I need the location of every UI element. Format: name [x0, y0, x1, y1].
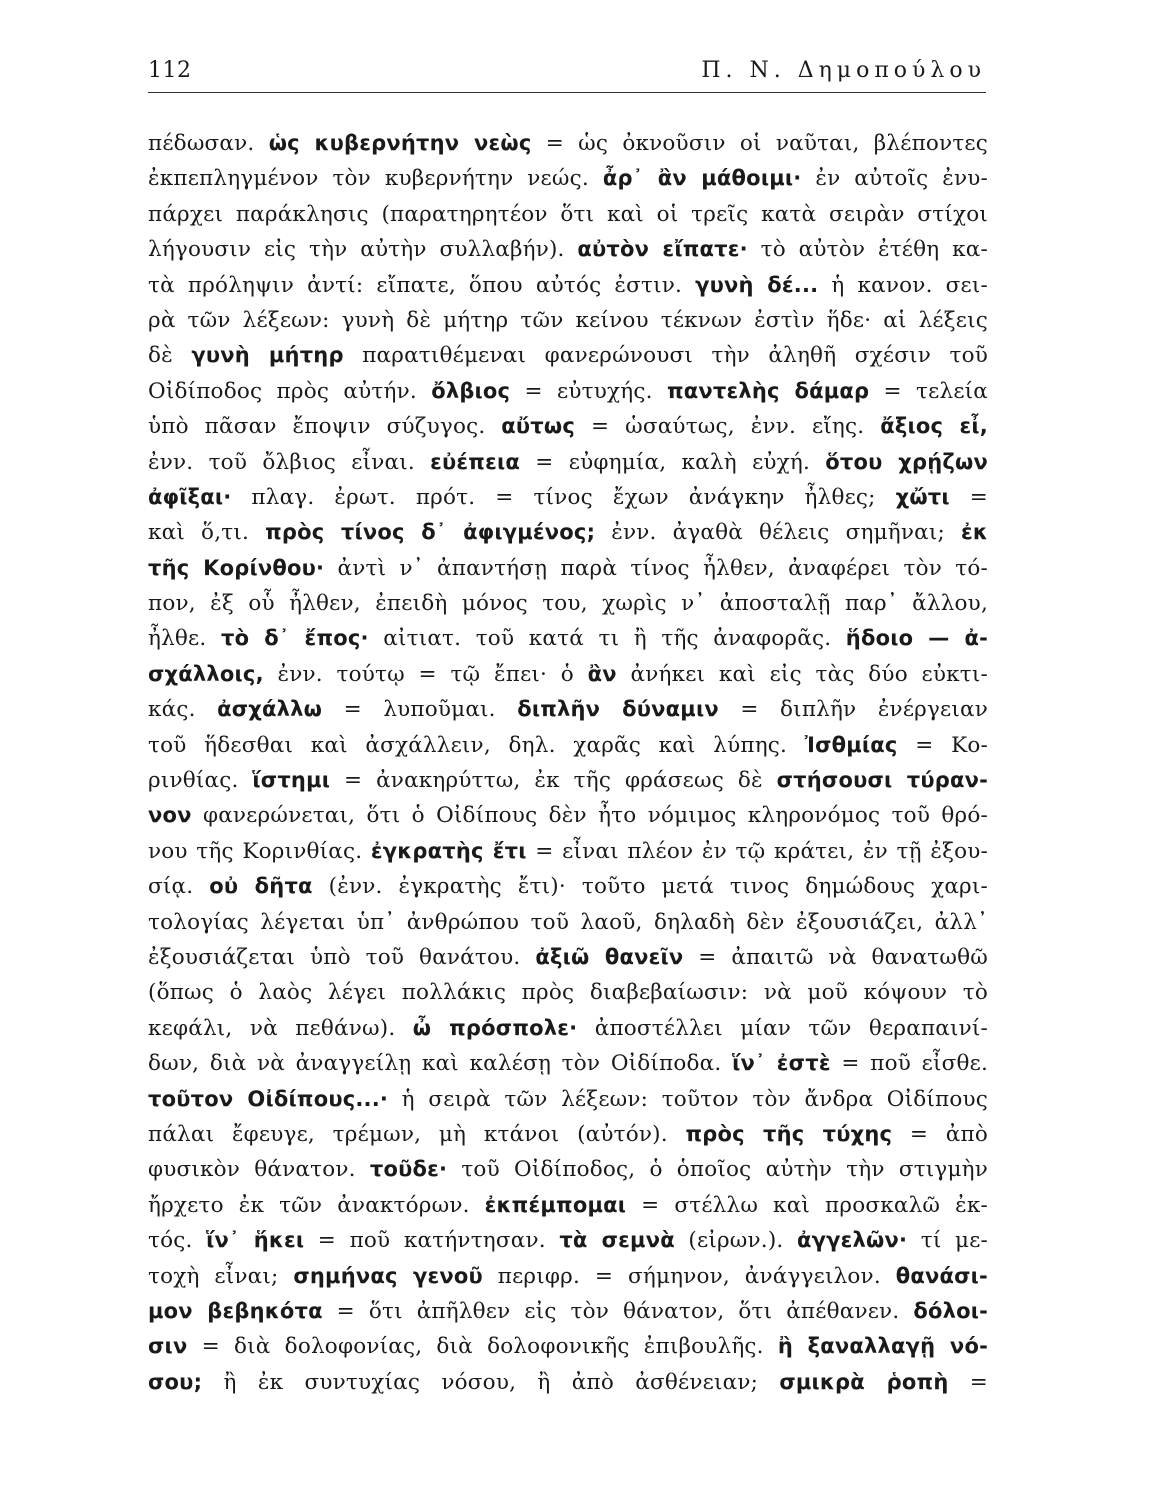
gloss-text: ἐνν. τοῦ ὄλβιος εἶναι.	[148, 449, 431, 475]
gloss-text: (ὅπως ὁ λαὸς λέγει πολλάκις πρὸς διαβεβαίωσιν: νὰ μοῦ κόψουν τὸ	[148, 980, 988, 1006]
lemma-headword: ἀξιῶ θανεῖν	[535, 944, 684, 969]
lemma-headword: μον βεβηκότα	[148, 1298, 323, 1323]
gloss-text: = ἀνακηρύττω, ἐκ τῆς φράσεως δὲ	[330, 768, 777, 794]
text-line	[148, 515, 988, 550]
text-line	[148, 1188, 988, 1223]
lemma-headword: ἄξιος εἶ,	[880, 414, 988, 439]
gloss-text: Οἰδίποδος πρὸς αὐτήν.	[148, 378, 432, 404]
text-line	[148, 303, 988, 338]
lemma-headword: σμικρὰ ῥοπὴ	[779, 1369, 949, 1394]
gloss-text: αἰτιατ. τοῦ κατά τι ἢ τῆς ἀναφορᾶς.	[368, 626, 846, 652]
gloss-text: (εἰρων.).	[674, 1228, 798, 1254]
text-line	[148, 268, 988, 303]
gloss-text: ἐνν. ἀγαθὰ θέλεις σημῆναι;	[595, 520, 961, 546]
lemma-headword: νον	[148, 803, 192, 828]
gloss-text: ἦλθε.	[148, 626, 221, 652]
lemma-headword: στήσουσι τύραν-	[776, 768, 988, 793]
gloss-text: τός.	[148, 1228, 207, 1254]
text-line	[148, 692, 988, 727]
text-line	[148, 551, 988, 586]
lemma-headword: ὦ πρόσπολε·	[412, 1015, 578, 1040]
gloss-text: ἢ ἐκ συντυχίας νόσου, ἢ ἀπὸ ἀσθένειαν;	[202, 1369, 780, 1395]
gloss-text: πον, ἐξ οὗ ἦλθεν, ἐπειδὴ μόνος του, χωρὶς ν᾿ ἀποσταλῇ παρ᾿ ἄλλου,	[148, 591, 988, 617]
text-line	[148, 1259, 988, 1294]
text-line	[148, 161, 988, 196]
gloss-text: σίᾳ.	[148, 874, 210, 900]
lemma-headword: ἵν᾿ ἐστὲ	[732, 1051, 831, 1076]
gloss-text: ἐν αὐτοῖς ἐνυ-	[801, 166, 988, 192]
gloss-text: (ἐνν. ἐγκρατὴς ἔτι)· τοῦτο μετά τινος δημώδους χαρι-	[312, 874, 988, 900]
text-line	[148, 1294, 988, 1329]
gloss-text: = διὰ δολοφονίας, διὰ δολοφονικῆς ἐπιβουλῆς.	[187, 1334, 778, 1360]
gloss-text: = λυποῦμαι.	[322, 697, 518, 723]
gloss-text: ρινθίας.	[148, 768, 253, 794]
lemma-headword: ἀσχάλλω	[217, 697, 323, 722]
lemma-headword: ἆρ᾿ ἂν μάθοιμι·	[602, 166, 802, 191]
lemma-headword: σου;	[148, 1369, 203, 1394]
gloss-text: τολογίας λέγεται ὑπ᾿ ἀνθρώπου τοῦ λαοῦ, δηλαδὴ δὲν ἐξουσιάζει, ἀλλ᾿	[148, 909, 988, 935]
text-line	[148, 1082, 988, 1117]
text-line	[148, 197, 988, 232]
lemma-headword: ἀφῖξαι·	[148, 484, 232, 509]
text-line	[148, 763, 988, 798]
gloss-text: ἡ σειρὰ τῶν λέξεων: τοῦτον τὸν ἄνδρα Οἰδίπους	[388, 1086, 988, 1112]
lemma-headword: σημήνας γενοῦ	[293, 1263, 483, 1288]
page-number: 112	[148, 58, 192, 83]
text-line	[148, 621, 988, 656]
gloss-text: πλαγ. ἐρωτ. πρότ. = τίνος ἔχων ἀνάγκην ἦλθες;	[231, 484, 896, 510]
lemma-headword: ἐγκρατὴς ἔτι	[370, 838, 527, 863]
text-line	[148, 905, 988, 940]
lemma-headword: Ἰσθμίας	[804, 732, 898, 757]
gloss-text: πέδωσαν.	[148, 131, 269, 156]
gloss-text: ἐνν. τούτῳ = τῷ ἔπει· ὁ	[263, 661, 588, 687]
text-line	[148, 409, 988, 444]
lemma-headword: σιν	[148, 1334, 188, 1359]
lemma-headword: δόλοι-	[913, 1298, 988, 1323]
text-line	[148, 975, 988, 1010]
text-line	[148, 1223, 988, 1258]
lemma-headword: ἂν	[587, 661, 617, 686]
gloss-text: καὶ ὅ,τι.	[148, 520, 266, 546]
gloss-text: ἀποστέλλει μίαν τῶν θεραπαινί-	[577, 1015, 988, 1041]
lemma-headword: χὤτι	[895, 484, 950, 509]
gloss-text: τὸ αὐτὸν ἐτέθη κα-	[747, 237, 988, 263]
gloss-text: ἤρχετο ἐκ τῶν ἀνακτόρων.	[148, 1192, 485, 1218]
gloss-text: = τελεία	[869, 378, 988, 404]
gloss-text: ἀνήκει καὶ εἰς τὰς δύο εὐκτι-	[616, 661, 988, 687]
gloss-text: παρατιθέμεναι φανερώνουσι τὴν ἀληθῆ σχέσιν τοῦ	[343, 343, 988, 369]
gloss-text: ρὰ τῶν λέξεων: γυνὴ δὲ μήτηρ τῶν κείνου τέκνων ἐστὶν ἥδε· αἱ λέξεις	[148, 307, 988, 333]
gloss-text: τοῦ ἥδεσθαι καὶ ἀσχάλλειν, δηλ. χαρᾶς καὶ λύπης.	[148, 732, 805, 758]
gloss-text: = εἶναι πλέον ἐν τῷ κράτει, ἐν τῇ ἐξου-	[526, 838, 988, 864]
text-line	[148, 834, 988, 869]
gloss-text: = ὡς ὀκνοῦσιν οἱ ναῦται, βλέποντες	[531, 131, 988, 156]
text-line	[148, 798, 988, 833]
gloss-text: κεφάλι, νὰ πεθάνω).	[148, 1015, 413, 1041]
gloss-text: ἐξουσιάζεται ὑπὸ τοῦ θανάτου.	[148, 944, 536, 970]
gloss-text: ὑπὸ πᾶσαν ἔποψιν σύζυγος.	[148, 414, 502, 440]
gloss-text: ἐκπεπληγμένον τὸν κυβερνήτην νεώς.	[148, 166, 603, 192]
lemma-headword: τὰ σεμνὰ	[559, 1228, 675, 1253]
gloss-text: πάλαι ἔφευγε, τρέμων, μὴ κτάνοι (αὐτόν).	[148, 1121, 686, 1147]
text-line	[148, 374, 988, 409]
gloss-text: δὲ	[148, 343, 192, 369]
lemma-headword: παντελὴς δάμαρ	[666, 378, 870, 403]
gloss-text: λήγουσιν εἰς τὴν αὐτὴν συλλαβήν).	[148, 237, 578, 263]
text-line	[148, 1117, 988, 1152]
lemma-headword: ἐκπέμπομαι	[484, 1192, 627, 1217]
gloss-text: δων, διὰ νὰ ἀναγγείλῃ καὶ καλέσῃ τὸν Οἰδίποδα.	[148, 1051, 733, 1077]
gloss-text: περιφρ. = σήμηνον, ἀνάγγειλον.	[482, 1263, 896, 1289]
text-line	[148, 657, 988, 692]
gloss-text: = διπλῆν ἐνέργειαν	[718, 697, 988, 723]
gloss-text: = Κο-	[897, 732, 988, 758]
lemma-headword: ὅτου χρῄζων	[825, 449, 988, 474]
text-line	[148, 126, 988, 161]
gloss-text: = ποῦ εἶσθε.	[830, 1051, 988, 1077]
gloss-text: τὰ πρόληψιν ἀντί: εἴπατε, ὅπου αὐτός ἐστιν.	[148, 272, 696, 298]
gloss-text: τί με-	[907, 1228, 988, 1254]
gloss-text: = στέλλω καὶ προσκαλῶ ἐκ-	[626, 1192, 988, 1218]
lemma-headword: τῆς Κορίνθου·	[148, 555, 325, 580]
gloss-text: = ποῦ κατήντησαν.	[304, 1228, 560, 1254]
lemma-headword: ἀγγελῶν·	[797, 1228, 908, 1253]
text-line	[148, 940, 988, 975]
gloss-text: τοῦ Οἰδίποδος, ὁ ὁποῖος αὐτὴν τὴν στιγμὴν	[447, 1157, 988, 1183]
text-line	[148, 480, 988, 515]
gloss-text: φυσικὸν θάνατον.	[148, 1157, 370, 1183]
lemma-headword: γυνὴ μήτηρ	[191, 343, 344, 368]
lemma-headword: ἥδοιο — ἀ-	[845, 626, 988, 651]
lemma-headword: ἢ ξαναλλαγῇ νό-	[777, 1334, 988, 1359]
lemma-headword: αὐτὸν εἴπατε·	[577, 237, 748, 262]
gloss-text: = εὐτυχής.	[510, 378, 667, 404]
lemma-headword: ὡς κυβερνήτην νεὼς	[268, 131, 532, 155]
page-header	[148, 58, 986, 93]
text-line	[148, 1152, 988, 1187]
text-line	[148, 338, 988, 373]
gloss-text: νου τῆς Κορινθίας.	[148, 838, 371, 864]
gloss-text: κάς.	[148, 697, 218, 723]
gloss-text: ἀντὶ ν᾿ ἀπαντήσῃ παρὰ τίνος ἦλθεν, ἀναφέρει τὸν τό-	[324, 555, 988, 581]
body-text	[148, 126, 988, 1400]
running-head: Π. Ν. Δημοπούλου	[701, 58, 986, 83]
lemma-headword: γυνὴ δέ...	[695, 272, 819, 297]
gloss-text: ἡ κανον. σει-	[818, 272, 988, 298]
lemma-headword: θανάσι-	[895, 1263, 988, 1288]
text-line	[148, 1365, 988, 1400]
gloss-text: τοχὴ εἶναι;	[148, 1263, 294, 1289]
text-line	[148, 1329, 988, 1364]
lemma-headword: τοῦτον Οἰδίπους...·	[148, 1086, 389, 1111]
lemma-headword: ἵν᾿ ἥκει	[206, 1228, 305, 1253]
gloss-text: =	[949, 484, 988, 510]
lemma-headword: τοῦδε·	[369, 1157, 448, 1182]
gloss-text: φανερώνεται, ὅτι ὁ Οἰδίπους δὲν ἦτο νόμιμος κληρονόμος τοῦ θρό-	[191, 803, 988, 829]
lemma-headword: ὄλβιος	[431, 378, 511, 403]
text-line	[148, 445, 988, 480]
text-line	[148, 1011, 988, 1046]
gloss-text: = ὡσαύτως, ἐνν. εἴης.	[575, 414, 881, 440]
lemma-headword: ἐκ	[960, 520, 988, 545]
gloss-text: πάρχει παράκλησις (παρατηρητέον ὅτι καὶ οἱ τρεῖς κατὰ σειρὰν στίχοι	[148, 201, 988, 227]
gloss-text: = εὐφημία, καλὴ εὐχή.	[520, 449, 826, 475]
gloss-text: =	[948, 1369, 988, 1395]
gloss-text: = ὅτι ἀπῆλθεν εἰς τὸν θάνατον, ὅτι ἀπέθανεν.	[322, 1298, 914, 1324]
lemma-headword: ἵστημι	[252, 768, 331, 793]
text-line	[148, 1046, 988, 1081]
text-line	[148, 232, 988, 267]
text-line	[148, 869, 988, 904]
lemma-headword: διπλῆν δύναμιν	[517, 697, 719, 722]
lemma-headword: εὐέπεια	[430, 449, 521, 474]
text-line	[148, 728, 988, 763]
gloss-text: = ἀπαιτῶ νὰ θανατωθῶ	[683, 944, 988, 970]
lemma-headword: οὐ δῆτα	[209, 874, 313, 899]
gloss-text: = ἀπὸ	[892, 1121, 988, 1147]
lemma-headword: τὸ δ᾿ ἔπος·	[220, 626, 369, 651]
lemma-headword: σχάλλοις,	[148, 661, 264, 686]
text-line	[148, 586, 988, 621]
lemma-headword: πρὸς τίνος δ᾿ ἀφιγμένος;	[265, 520, 596, 545]
lemma-headword: πρὸς τῆς τύχης	[685, 1121, 893, 1146]
lemma-headword: αὔτως	[501, 414, 576, 439]
